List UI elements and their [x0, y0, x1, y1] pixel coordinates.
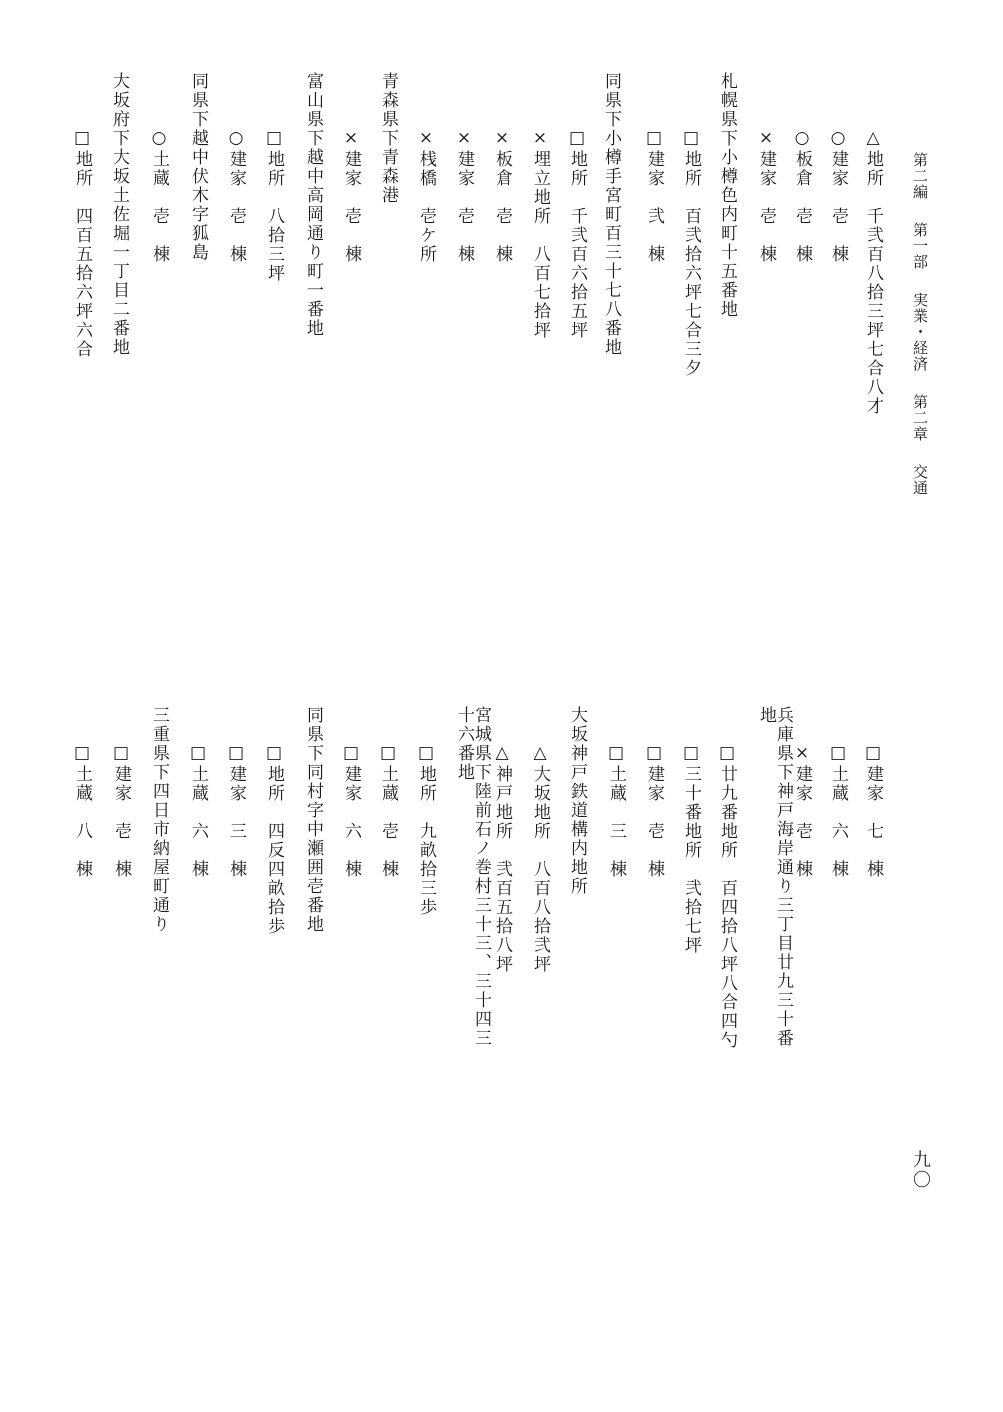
text-column: 大坂神戸鉄道構内地所	[567, 706, 587, 896]
text-column: 同県下同村字中瀬囲壱番地	[303, 706, 323, 934]
text-column: ○土蔵 壱 棟	[149, 128, 169, 264]
header-part: 交通	[911, 464, 929, 496]
text-column: 同県下越中伏木字狐島	[188, 72, 208, 262]
text-column: □廿九番地所 百四拾八坪八合四勺	[717, 743, 737, 1050]
text-column: ○建家 壱 棟	[226, 128, 246, 264]
text-column: △地所 千弐百八拾三坪七合八才	[863, 128, 883, 416]
text-column: ×建家 壱 棟	[341, 128, 361, 264]
page-number: 九〇	[910, 1150, 931, 1190]
text-column: □建家 壱 棟	[111, 743, 131, 879]
text-column: □建家 七 棟	[863, 743, 883, 879]
text-column: □土蔵 六 棟	[188, 743, 208, 879]
text-column: □土蔵 八 棟	[72, 743, 92, 879]
text-column: 宮城県下陸前石ノ巻村三十三、三十四三十六番地	[454, 706, 491, 1048]
text-column: △大坂地所 八百八拾弐坪	[530, 743, 550, 974]
text-column: □土蔵 壱 棟	[378, 743, 398, 879]
text-column: △神戸地所 弐百五拾八坪	[492, 743, 512, 974]
header-part: 実業・経済	[911, 292, 929, 372]
text-column: 兵庫県下神戸海岸通り三丁目廿九三十番地	[756, 706, 793, 1048]
text-column: 三重県下四日市納屋町通り	[149, 706, 169, 934]
text-column: ×埋立地所 八百七拾坪	[530, 128, 550, 340]
text-column: □地所 百弐拾六坪七合三夕	[681, 128, 701, 378]
running-header	[912, 152, 927, 496]
text-column: □建家 六 棟	[341, 743, 361, 879]
text-column: □地所 四百五拾六坪六合	[72, 128, 92, 359]
text-column: □地所 八拾三坪	[264, 128, 284, 283]
text-column: □建家 壱 棟	[644, 743, 664, 879]
text-column: 富山県下越中高岡通り町一番地	[303, 72, 323, 338]
text-column: □建家 三 棟	[226, 743, 246, 879]
text-column: 青森県下青森港	[378, 72, 398, 205]
text-column: □地所 四反四畝拾歩	[264, 743, 284, 936]
text-column: 札幌県下小樽色内町十五番地	[717, 72, 737, 319]
text-column: □土蔵 六 棟	[828, 743, 848, 879]
text-column: ○建家 壱 棟	[828, 128, 848, 264]
text-column: □土蔵 三 棟	[606, 743, 626, 879]
text-column: ×桟橋 壱ケ所	[416, 128, 436, 264]
text-column: ○板倉 壱 棟	[792, 128, 812, 264]
header-part: 第二章	[911, 394, 929, 442]
text-column: ×建家 壱 棟	[454, 128, 474, 264]
text-column: 大坂府下大坂土佐堀一丁目二番地	[109, 72, 129, 357]
text-column: □地所 千弐百六拾五坪	[567, 128, 587, 340]
text-column: □地所 九畝拾三歩	[416, 743, 436, 917]
text-column: ×建家 壱 棟	[792, 743, 812, 879]
text-column: ×板倉 壱 棟	[492, 128, 512, 264]
text-column: 同県下小樽手宮町百三十七八番地	[601, 72, 621, 357]
text-column: □三十番地所 弐拾七坪	[681, 743, 701, 955]
text-column: □建家 弐 棟	[644, 128, 664, 264]
text-column: ×建家 壱 棟	[756, 128, 776, 264]
header-part: 第二編	[911, 152, 929, 200]
header-part: 第一部	[911, 222, 929, 270]
